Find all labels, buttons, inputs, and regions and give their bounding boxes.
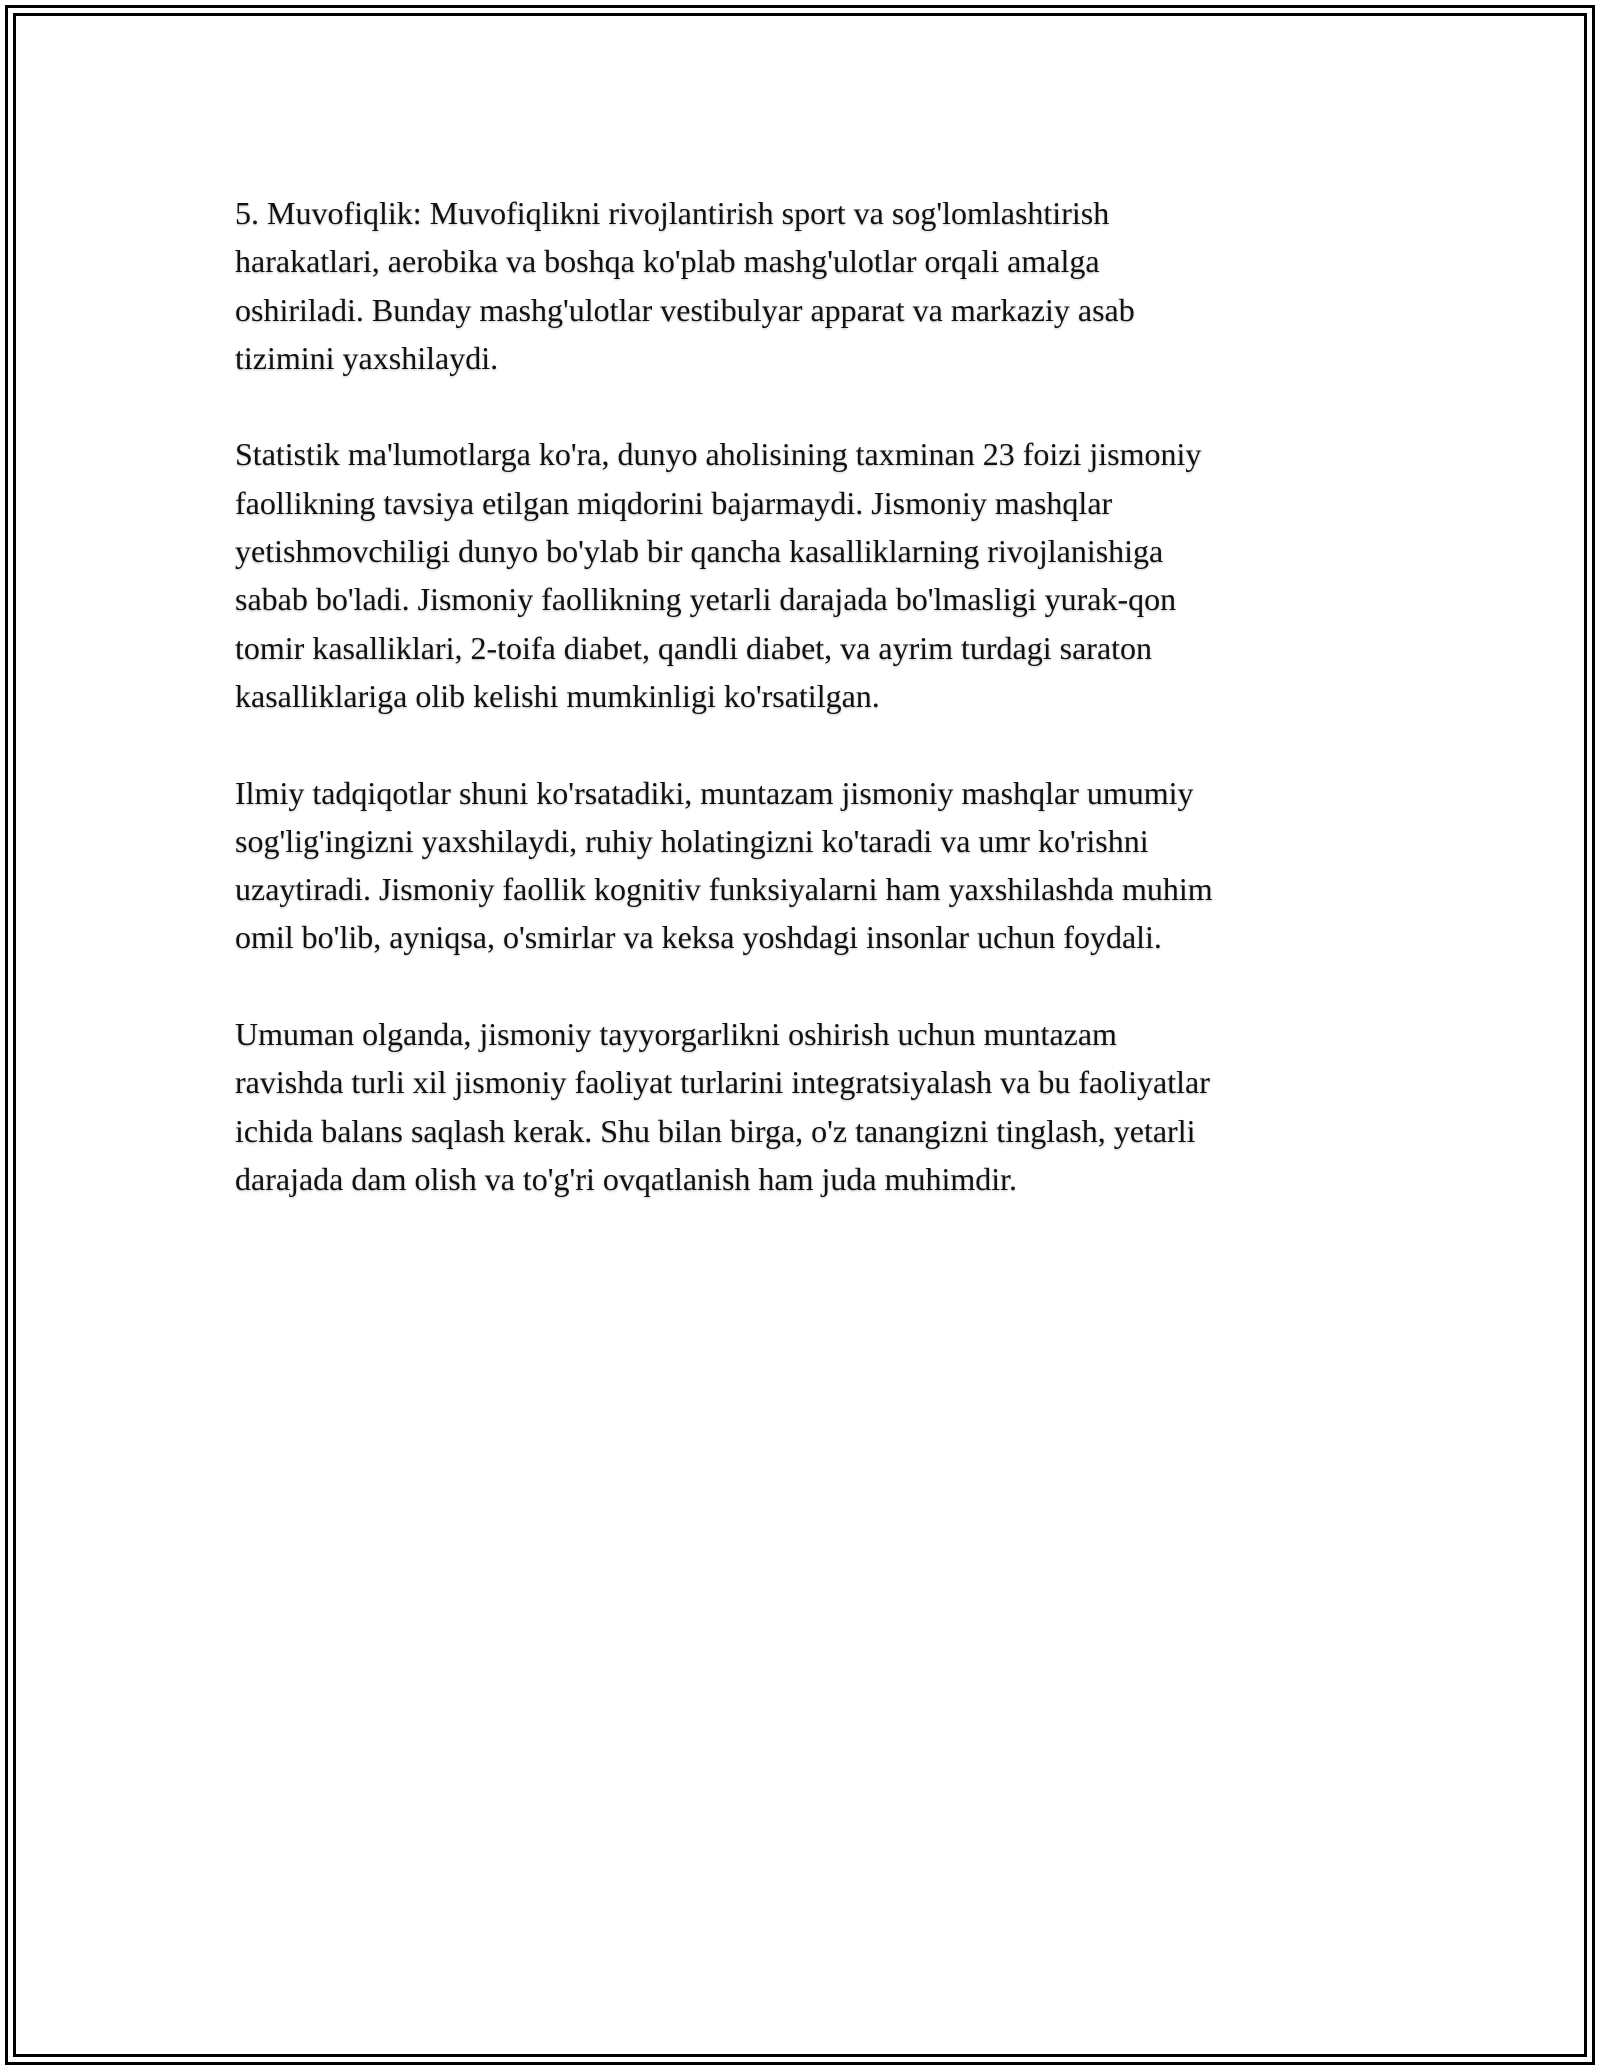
paragraph-muvofiqlik: 5. Muvofiqlik: Muvofiqlikni rivojlantirish sport va sog'lomlashtirish harakatlari, aerobika va boshqa ko'plab mashg'ulotlar orqali amalga oshiriladi. Bunday mashg'ulotlar vestibulyar apparat va markaziy asab tizimini yaxshilaydi. xyxy=(235,195,1135,376)
paragraph-research: Ilmiy tadqiqotlar shuni ko'rsatadiki, muntazam jismoniy mashqlar umumiy sog'lig'ingizni yaxshilaydi, ruhiy holatingizni ko'taradi va umr ko'rishni uzaytiradi. Jismoniy faollik kognitiv funksiyalarni ham yaxshilashda muhim omil bo'lib, ayniqsa, o'smirlar va keksa yoshdagi insonlar uchun foydali. xyxy=(235,774,1213,956)
paragraph-conclusion: Umuman olganda, jismoniy tayyorgarlikni oshirish uchun muntazam ravishda turli xil jismoniy faoliyat turlarini integratsiyalash va bu faoliyatlar ichida balans saqlash kerak. Shu bilan birga, o'z tanangizni tinglash, yetarli darajada dam olish va to'g'ri ovqatlanish ham juda muhimdir. xyxy=(235,1016,1210,1197)
document-body xyxy=(235,189,1410,1252)
paragraph-statistics: Statistik ma'lumotlarga ko'ra, dunyo aholisining taxminan 23 foizi jismoniy faollikning tavsiya etilgan miqdorini bajarmaydi. Jismoniy mashqlar yetishmovchiligi dunyo bo'ylab bir qancha kasalliklarning rivojlanishiga sabab bo'ladi. Jismoniy faollikning yetarli darajada bo'lmasligi yurak-qon tomir kasalliklari, 2-toifa diabet, qandli diabet, va ayrim turdagi saraton kasalliklariga olib kelishi mumkinligi ko'rsatilgan. xyxy=(235,436,1202,714)
